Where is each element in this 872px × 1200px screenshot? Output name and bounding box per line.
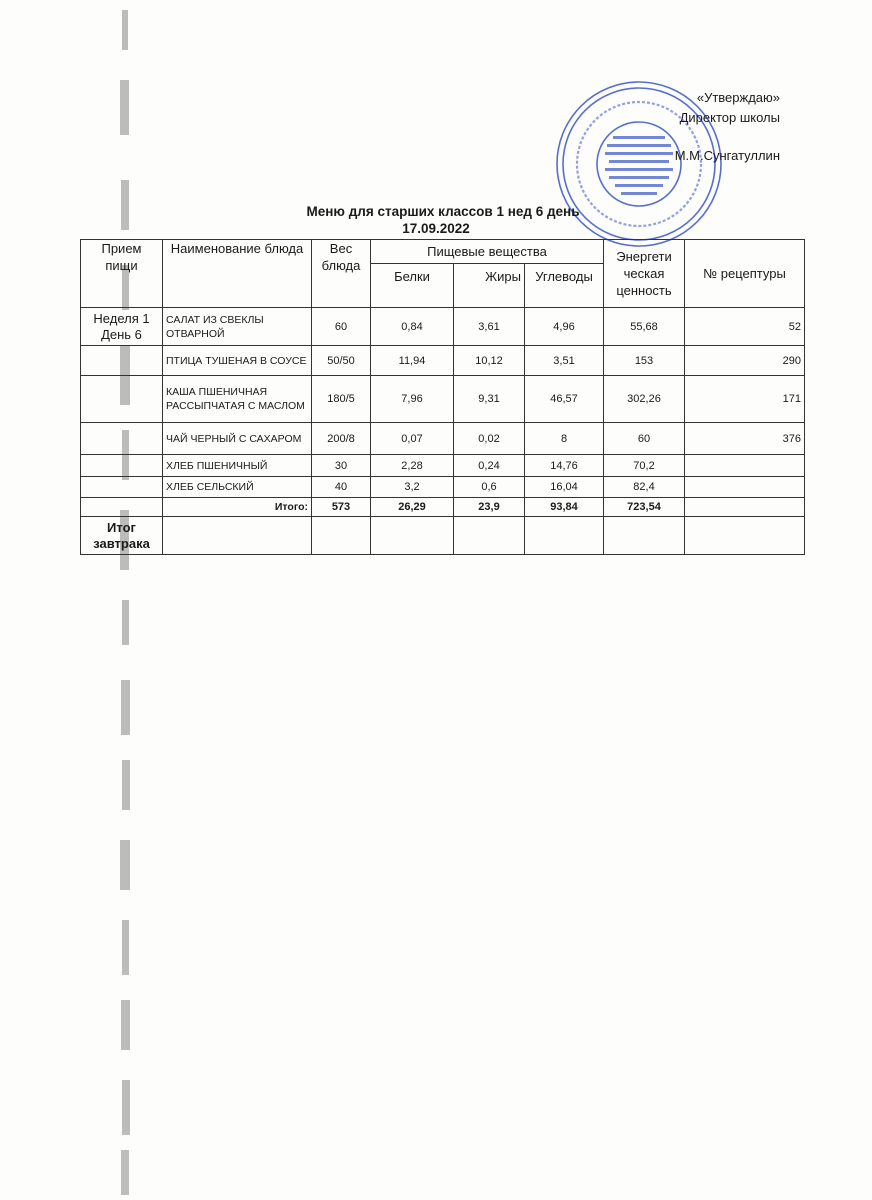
- header-proteins: Белки: [371, 264, 454, 308]
- dish-recipe: [685, 455, 805, 477]
- final-cell: [312, 517, 371, 555]
- dish-carbs: 16,04: [525, 477, 604, 498]
- final-cell: [371, 517, 454, 555]
- dish-weight: 180/5: [312, 376, 371, 423]
- dish-proteins: 0,84: [371, 308, 454, 346]
- final-row: [81, 517, 805, 555]
- dish-proteins: 2,28: [371, 455, 454, 477]
- header-dish-name: Наименование блюда: [163, 240, 312, 308]
- dish-carbs: 3,51: [525, 346, 604, 376]
- meal-cell-empty: [81, 423, 163, 455]
- total-fats: 23,9: [454, 498, 525, 517]
- dish-carbs: 14,76: [525, 455, 604, 477]
- dish-weight: 60: [312, 308, 371, 346]
- total-label: Итого:: [163, 498, 312, 517]
- dish-energy: 153: [604, 346, 685, 376]
- dish-name: КАША ПШЕНИЧНАЯ РАССЫПЧАТАЯ С МАСЛОМ: [163, 376, 312, 423]
- dish-fats: 0,24: [454, 455, 525, 477]
- dish-recipe: 52: [685, 308, 805, 346]
- meal-cell-empty: [81, 376, 163, 423]
- dish-fats: 10,12: [454, 346, 525, 376]
- meal-day: День 6: [101, 326, 142, 342]
- table-row: [81, 376, 805, 423]
- total-recipe-empty: [685, 498, 805, 517]
- dish-recipe: [685, 477, 805, 498]
- meal-week: Неделя 1: [93, 310, 150, 326]
- dish-weight: 50/50: [312, 346, 371, 376]
- final-label-line1: Итог: [107, 519, 136, 535]
- total-empty: [81, 498, 163, 517]
- dish-name: ХЛЕБ ПШЕНИЧНЫЙ: [163, 455, 312, 477]
- final-cell: [454, 517, 525, 555]
- total-weight: 573: [312, 498, 371, 517]
- dish-energy: 82,4: [604, 477, 685, 498]
- dish-fats: 0,6: [454, 477, 525, 498]
- dish-fats: 3,61: [454, 308, 525, 346]
- menu-title-line: Меню для старших классов 1 нед 6 день: [306, 204, 580, 219]
- header-carbs: Углеводы: [525, 264, 604, 308]
- dish-recipe: 376: [685, 423, 805, 455]
- dish-proteins: 7,96: [371, 376, 454, 423]
- dish-name: ЧАЙ ЧЕРНЫЙ С САХАРОМ: [163, 423, 312, 455]
- meal-cell-empty: [81, 477, 163, 498]
- final-cell: [525, 517, 604, 555]
- header-recipe: № рецептуры: [685, 240, 805, 308]
- final-label-line2: завтрака: [93, 535, 150, 551]
- header-meal: Прием пищи: [81, 240, 163, 308]
- dish-weight: 200/8: [312, 423, 371, 455]
- table-row: [81, 423, 805, 455]
- approval-signer: М.М.Сунгатуллин: [674, 148, 780, 163]
- dish-energy: 55,68: [604, 308, 685, 346]
- dish-weight: 30: [312, 455, 371, 477]
- scan-binding-marks: [100, 0, 150, 1200]
- dish-name: ПТИЦА ТУШЕНАЯ В СОУСЕ: [163, 346, 312, 376]
- table-row: [81, 455, 805, 477]
- final-label: [81, 517, 163, 555]
- total-proteins: 26,29: [371, 498, 454, 517]
- dish-weight: 40: [312, 477, 371, 498]
- final-cell: [604, 517, 685, 555]
- dish-recipe: 171: [685, 376, 805, 423]
- total-carbs: 93,84: [525, 498, 604, 517]
- dish-proteins: 0,07: [371, 423, 454, 455]
- dish-carbs: 46,57: [525, 376, 604, 423]
- approval-heading: «Утверждаю»: [696, 90, 780, 105]
- dish-name: САЛАТ ИЗ СВЕКЛЫ ОТВАРНОЙ: [163, 308, 312, 346]
- dish-proteins: 11,94: [371, 346, 454, 376]
- dish-carbs: 4,96: [525, 308, 604, 346]
- approval-block: [675, 88, 780, 166]
- menu-title: [0, 203, 872, 237]
- dish-proteins: 3,2: [371, 477, 454, 498]
- dish-fats: 9,31: [454, 376, 525, 423]
- meal-cell-empty: [81, 346, 163, 376]
- dish-recipe: 290: [685, 346, 805, 376]
- menu-date: 17.09.2022: [402, 221, 470, 236]
- table-row: [81, 346, 805, 376]
- table-row: [81, 477, 805, 498]
- dish-carbs: 8: [525, 423, 604, 455]
- total-energy: 723,54: [604, 498, 685, 517]
- header-nutrients: Пищевые вещества: [371, 240, 604, 264]
- dish-fats: 0,02: [454, 423, 525, 455]
- meal-cell: [81, 308, 163, 346]
- dish-energy: 302,26: [604, 376, 685, 423]
- dish-energy: 60: [604, 423, 685, 455]
- final-cell: [163, 517, 312, 555]
- header-weight: Вес блюда: [312, 240, 371, 308]
- total-row: [81, 498, 805, 517]
- meal-cell-empty: [81, 455, 163, 477]
- table-row: [81, 308, 805, 346]
- header-fats: Жиры: [454, 264, 525, 308]
- final-cell: [685, 517, 805, 555]
- approval-position: Директор школы: [679, 110, 780, 125]
- header-energy: Энергети ческая ценность: [604, 240, 685, 308]
- dish-energy: 70,2: [604, 455, 685, 477]
- menu-table: [80, 239, 805, 555]
- dish-name: ХЛЕБ СЕЛЬСКИЙ: [163, 477, 312, 498]
